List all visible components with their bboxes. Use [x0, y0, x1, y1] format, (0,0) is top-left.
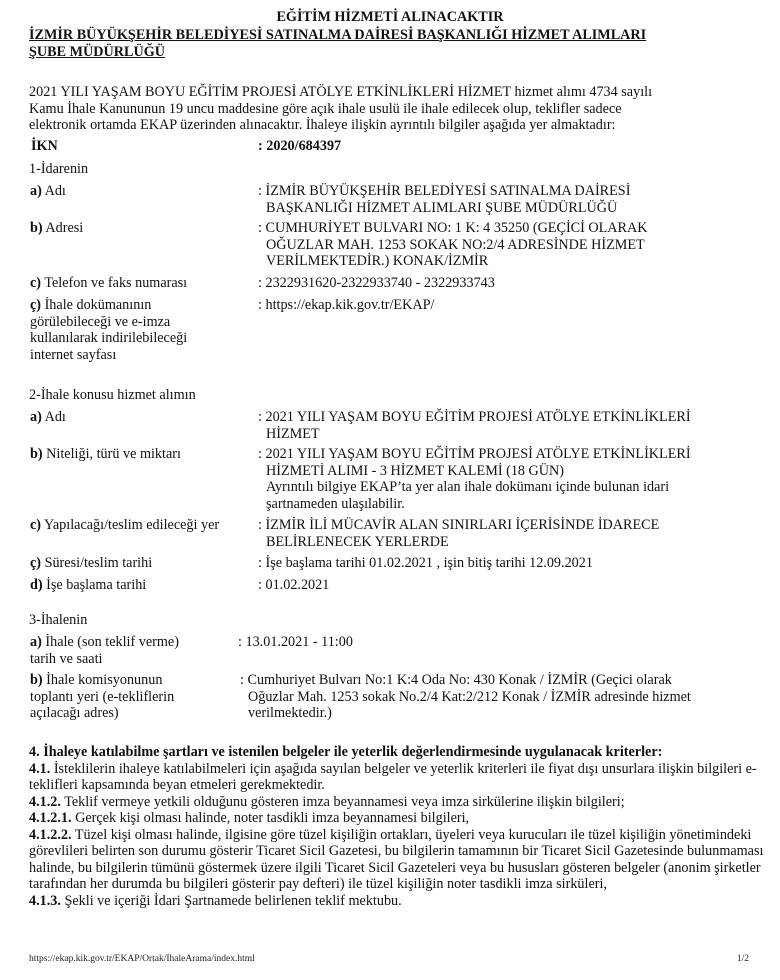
value-line: : 2021 YILI YAŞAM BOYU EĞİTİM PROJESİ ATÖLYE ETKİNLİKLERİ — [258, 409, 691, 425]
item-label: toplantı yeri (e-tekliflerin — [30, 688, 175, 705]
intro-line: elektronik ortamda EKAP üzerinden alınacaktır. İhaleye ilişkin ayrıntılı bilgiler aşağıda yer almaktadır: — [29, 117, 616, 133]
section3-a-label — [30, 634, 179, 667]
item-label: Adı — [41, 183, 66, 199]
value-line: BELİRLENECEK YERLERDE — [266, 533, 449, 550]
item-key: b) — [30, 220, 43, 236]
value-line: HİZMET — [266, 425, 320, 442]
item-label: görülebileceği ve e-imza — [30, 313, 171, 330]
item-key: ç) — [30, 297, 42, 313]
value-line: verilmektedir.) — [248, 705, 332, 721]
intro-paragraph — [29, 84, 759, 134]
value-line: Ayrıntılı bilgiye EKAP’ta yer alan ihale dokümanı içinde bulunan idari — [266, 479, 670, 495]
section1-a-label — [30, 183, 66, 200]
section3-a-value: : 13.01.2021 - 11:00 — [238, 634, 353, 650]
item-key: a) — [30, 634, 42, 650]
section1-heading: 1-İdarenin — [29, 161, 89, 177]
item-label: tarih ve saati — [30, 650, 103, 667]
value-line: : Cumhuriyet Bulvarı No:1 K:4 Oda No: 430 Konak / İZMİR (Geçici olarak — [240, 672, 672, 688]
item-text: Gerçek kişi olması halinde, noter tasdikli imza beyannamesi bilgileri, — [71, 810, 470, 826]
section2-c2-value: : İşe başlama tarihi 01.02.2021 , işin bitiş tarihi 12.09.2021 — [258, 555, 593, 571]
footer-url[interactable]: https://ekap.kik.gov.tr/EKAP/Ortak/IhaleArama/index.html — [29, 954, 255, 964]
subtitle-line: İZMİR BÜYÜKŞEHİR BELEDİYESİ SATINALMA DAİRESİ BAŞKANLIĞI HİZMET ALIMLARI — [29, 27, 647, 43]
section2-a-label — [30, 409, 66, 426]
intro-line: 2021 YILI YAŞAM BOYU EĞİTİM PROJESİ ATÖLYE ETKİNLİKLERİ HİZMET hizmet alımı 4734 sayılı — [29, 84, 653, 100]
item-label: İşe başlama tarihi — [42, 577, 147, 593]
section4-item — [29, 761, 769, 794]
section2-b-value — [258, 446, 758, 512]
page-footer — [29, 951, 749, 968]
section4 — [29, 744, 769, 909]
section4-item — [29, 893, 769, 910]
page-number: 1/2 — [736, 954, 749, 964]
value-line: OĞUZLAR MAH. 1253 SOKAK NO:2/4 ADRESİNDE HİZMET — [266, 236, 645, 253]
item-number: 4.1.2.1. — [29, 810, 72, 826]
item-text: Teklif vermeye yetkili olduğunu gösteren imza beyannamesi veya imza sirkülerine ilişkin bilgileri; — [60, 793, 625, 810]
section2-heading: 2-İhale konusu hizmet alımın — [29, 387, 196, 403]
document-title: EĞİTİM HİZMETİ ALINACAKTIR — [276, 9, 504, 25]
subtitle-line: ŞUBE MÜDÜRLÜĞÜ — [29, 44, 165, 60]
item-key: b) — [30, 446, 43, 462]
value-line: Oğuzlar Mah. 1253 sokak No.2/4 Kat:2/212 Konak / İZMİR adresinde hizmet — [248, 688, 691, 705]
section4-item — [29, 794, 769, 811]
section3-heading: 3-İhalenin — [29, 612, 88, 628]
item-key: c) — [30, 517, 42, 533]
value-line: : İZMİR BÜYÜKŞEHİR BELEDİYESİ SATINALMA DAİRESİ — [258, 183, 631, 199]
section1-c2-label — [30, 297, 187, 363]
item-number: 4.1.2.2. — [29, 826, 72, 843]
value-line: BAŞKANLIĞI HİZMET ALIMLARI ŞUBE MÜDÜRLÜĞÜ — [266, 199, 618, 216]
item-label: internet sayfası — [30, 346, 117, 363]
item-label: İhale komisyonunun — [42, 672, 163, 688]
section1-b-label — [30, 220, 83, 237]
item-key: a) — [30, 183, 42, 199]
ekap-link[interactable]: : https://ekap.kik.gov.tr/EKAP/ — [258, 297, 435, 313]
item-key: c) — [30, 275, 42, 291]
item-text: Tüzel kişi olması halinde, ilgisine göre tüzel kişiliğin ortakları, üyeleri veya kurucuları ile tüzel kişiliğin yönetimindeki görevlileri belirten son durumu gösterir Ticaret Sicil Gazetesi, bu bilgilerin tamamının bir Ticaret Sicil Gazetesinde bulunmaması halinde, bu bilgilerin tümünü göstermek üzere ilgili Ticaret Sicil Gazeteleri veya bu hususları gösteren belgeler (anonim şirketler tarafından her durumda bu bilgileri gösterir pay defteri) ile tüzel kişiliğin noter tasdikli imza sirküleri, — [29, 826, 764, 892]
item-label: Adı — [41, 409, 66, 425]
section2-c-value — [258, 517, 758, 550]
value-line: : 2021 YILI YAŞAM BOYU EĞİTİM PROJESİ ATÖLYE ETKİNLİKLERİ — [258, 446, 691, 462]
item-text: Şekli ve içeriği İdari Şartnamede belirlenen teklif mektubu. — [60, 892, 402, 909]
item-key: b) — [30, 672, 43, 688]
item-label: kullanılarak indirilebileceği — [30, 330, 188, 346]
section1-a-value — [258, 183, 758, 216]
ikn-label: İKN — [31, 138, 58, 154]
section4-item — [29, 810, 769, 827]
section2-d-value: : 01.02.2021 — [258, 577, 330, 593]
item-text: İsteklilerin ihaleye katılabilmeleri için aşağıda sayılan belgeler ve yeterlik kriterleri ile fiyat dışı unsurlara ilişkin bilgileri e-teklifleri kapsamında beyan etmeleri gerekmektedir. — [29, 760, 757, 793]
item-number: 4.1.3. — [29, 892, 61, 909]
item-number: 4.1.2. — [29, 793, 61, 810]
value-line: VERİLMEKTEDİR.) KONAK/İZMİR — [266, 253, 489, 269]
item-key: a) — [30, 409, 42, 425]
item-key: ç) — [30, 555, 42, 571]
item-number: 4.1. — [29, 760, 51, 777]
item-label: Adresi — [42, 220, 84, 236]
section2-c2-label — [30, 555, 152, 572]
item-label: açılacağı adres) — [30, 705, 119, 721]
section1-b-value — [258, 220, 758, 270]
value-line: : CUMHURİYET BULVARI NO: 1 K: 4 35250 (GEÇİCİ OLARAK — [258, 220, 648, 236]
item-label: Süresi/teslim tarihi — [41, 555, 153, 571]
value-line: HİZMETİ ALIMI - 3 HİZMET KALEMİ (18 GÜN) — [266, 462, 565, 479]
section4-item — [29, 827, 769, 893]
document-subtitle — [29, 27, 749, 61]
section1-c-label — [30, 275, 187, 292]
value-line: şartnameden ulaşılabilir. — [266, 495, 405, 512]
ikn-value: : 2020/684397 — [258, 138, 342, 154]
section2-b-label — [30, 446, 181, 463]
section2-d-label — [30, 577, 146, 594]
item-label: Telefon ve faks numarası — [41, 275, 188, 291]
item-label: İhale dokümanının — [41, 297, 152, 313]
item-label: İhale (son teklif verme) — [41, 634, 179, 650]
section3-b-value — [240, 672, 760, 722]
section4-heading: 4. İhaleye katılabilme şartları ve istenilen belgeler ile yeterlik değerlendirmesinde uygulanacak kriterler: — [29, 744, 663, 760]
item-label: Yapılacağı/teslim edileceği yer — [41, 517, 220, 533]
value-line: : İZMİR İLİ MÜCAVİR ALAN SINIRLARI İÇERİSİNDE İDARECE — [258, 517, 660, 533]
intro-line: Kamu İhale Kanununun 19 uncu maddesine göre açık ihale usulü ile ihale edilecek olup, teklifler sadece — [29, 100, 622, 117]
item-key: d) — [30, 577, 43, 593]
item-label: Niteliği, türü ve miktarı — [42, 446, 181, 462]
section2-c-label — [30, 517, 219, 534]
section2-a-value — [258, 409, 758, 442]
section1-c-value: : 2322931620-2322933740 - 2322933743 — [258, 275, 495, 291]
section3-b-label — [30, 672, 174, 722]
